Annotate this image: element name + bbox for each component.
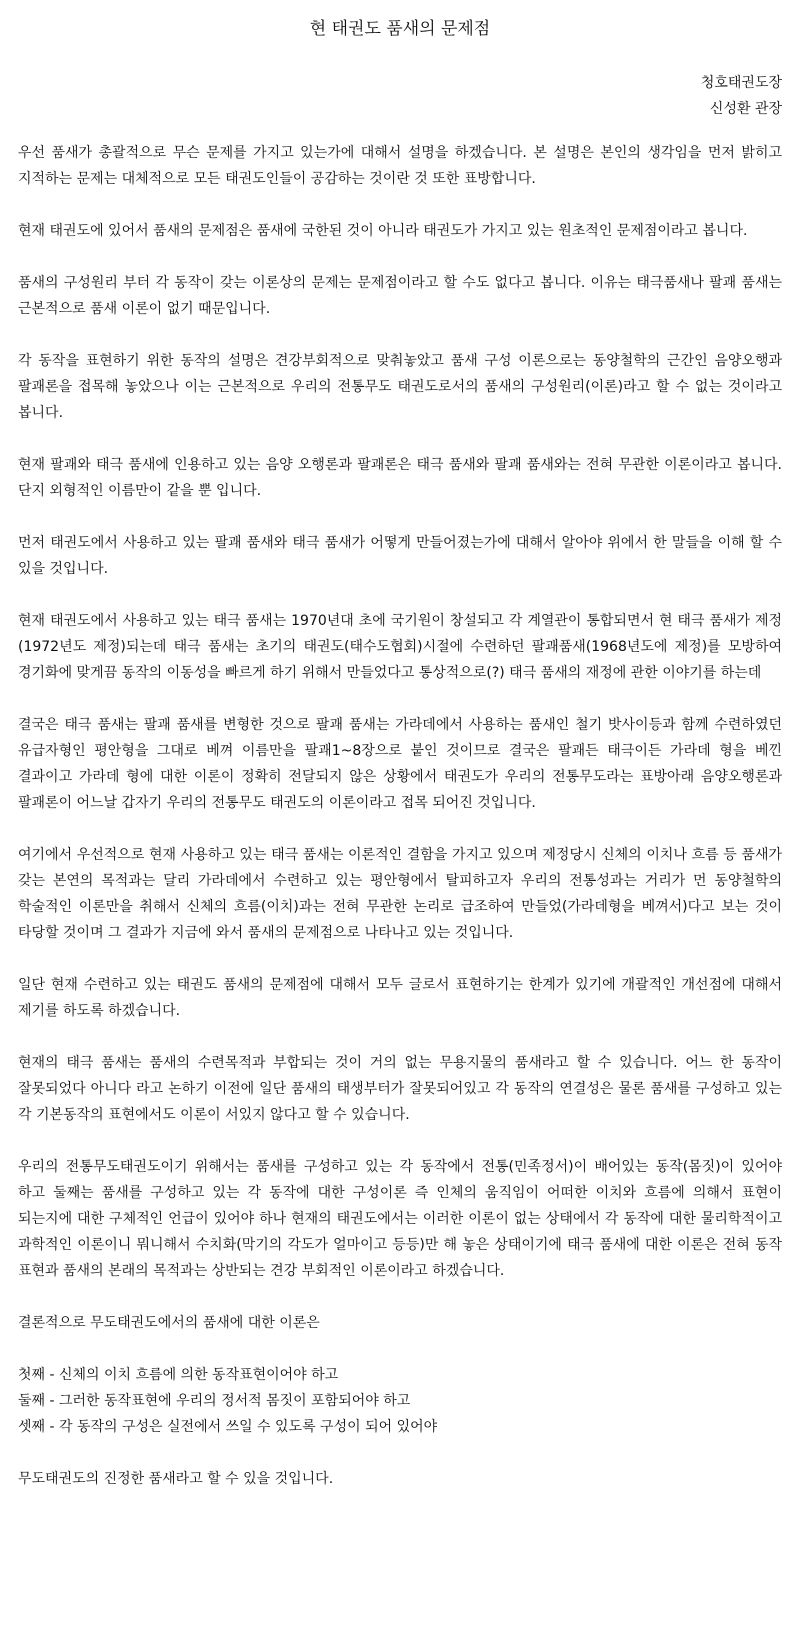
paragraph-1: 우선 품새가 총괄적으로 무슨 문제를 가지고 있는가에 대해서 설명을 하겠습니다. 본 설명은 본인의 생각임을 먼저 밝히고 지적하는 문제는 대체적으로 모든 태권도인들이 공감하는 것이란 것 또한 표방합니다. (18, 145, 782, 187)
paragraph-7: 현재 태권도에서 사용하고 있는 태극 품새는 1970년대 초에 국기원이 창설되고 각 계열관이 통합되면서 현 태극 품새가 제정(1972년도 제정)되는데 태극 품새는 초기의 태권도(태수도협회)시절에 수련하던 팔괘품새(1968년도에 제정)를 모방하여 경기화에 맞게끔 동작의 이동성을 빠르게 하기 위해서 만들었다고 통상적으로(?) 태극 품새의 재정에 관한 이야기를 하는데 (18, 613, 782, 681)
document-title: 현 태권도 품새의 문제점 (309, 19, 491, 39)
paragraph-12: 우리의 전통무도태권도이기 위해서는 품새를 구성하고 있는 각 동작에서 전통(민족정서)이 배어있는 동작(몸짓)이 있어야 하고 둘째는 품새를 구성하고 있는 각 동작에 대한 구성이론 즉 인체의 움직임이 어떠한 이치와 흐름에 의해서 표현이 되는지에 대한 구체적인 언급이 있어야 하나 현재의 태권도에서는 이러한 이론이 없는 상태에서 각 동작에 대한 물리학적이고 과학적인 이론이니 뭐니해서 수치화(막기의 각도가 얼마이고 등등)만 해 놓은 상태이기에 태극 품새에 대한 이론은 전혀 동작 표현과 품새의 본래의 목적과는 상반되는 견강 부회적인 이론이라고 하겠습니다. (18, 1159, 782, 1279)
paragraph-3: 품새의 구성원리 부터 각 동작이 갖는 이론상의 문제는 문제점이라고 할 수도 없다고 봅니다. 이유는 태극품새나 팔괘 품새는 근본적으로 품새 이론이 없기 때문입니다. (18, 275, 782, 317)
closing-paragraph: 무도태권도의 진정한 품새라고 할 수 있을 것입니다. (18, 1471, 334, 1487)
paragraph-6: 먼저 태권도에서 사용하고 있는 팔괘 품새와 태극 품새가 어떻게 만들어졌는가에 대해서 알아야 위에서 한 말들을 이해 할 수 있을 것입니다. (18, 535, 782, 577)
paragraph-11: 현재의 태극 품새는 품새의 수련목적과 부합되는 것이 거의 없는 무용지물의 품새라고 할 수 있습니다. 어느 한 동작이 잘못되었다 아니다 라고 논하기 이전에 일단 품새의 태생부터가 잘못되어있고 각 동작의 연결성은 물론 품새를 구성하고 있는 각 기본동작의 표현에서도 이론이 서있지 않다고 할 수 있습니다. (18, 1055, 782, 1123)
author-organization: 청호태권도장 (700, 75, 782, 91)
author-name: 신성환 관장 (709, 101, 782, 117)
paragraph-4: 각 동작을 표현하기 위한 동작의 설명은 견강부회적으로 맞춰놓았고 품새 구성 이론으로는 동양철학의 근간인 음양오행과 팔괘론을 접목해 놓았으나 이는 근본적으로 우리의 전통무도 태권도로서의 품새의 구성원리(이론)라고 할 수 없는 것이라고 봅니다. (18, 353, 782, 421)
paragraph-8: 결국은 태극 품새는 팔괘 품새를 변형한 것으로 팔괘 품새는 가라데에서 사용하는 품새인 철기 밧사이등과 함께 수련하였던 유급자형인 평안형을 그대로 베껴 이름만을 팔괘1~8장으로 붙인 것이므로 결국은 팔괘든 태극이든 가라데 형을 베낀 결과이고 가라데 형에 대한 이론이 정확히 전달되지 않은 상황에서 태권도가 우리의 전통무도라는 표방아래 음양오행론과 팔괘론이 어느날 갑자기 우리의 전통무도 태권도의 이론이라고 접목 되어진 것입니다. (18, 717, 782, 811)
paragraph-9: 여기에서 우선적으로 현재 사용하고 있는 태극 품새는 이론적인 결함을 가지고 있으며 제정당시 신체의 이치나 흐름 등 품새가 갖는 본연의 목적과는 달리 가라데에서 수련하고 있는 평안형에서 탈피하고자 우리의 전통성과는 거리가 먼 동양철학의 학술적인 이론만을 취해서 신체의 흐름(이치)과는 전혀 무관한 논리로 급조하여 만들었(가라데형을 베껴서)다고 보는 것이 타당할 것이며 그 결과가 지금에 와서 품새의 문제점으로 나타나고 있는 것입니다. (18, 847, 782, 941)
list-item: 첫째 - 신체의 이치 흐름에 의한 동작표현이어야 하고 (18, 1367, 339, 1383)
conclusion-list (18, 1362, 782, 1440)
paragraph-13: 결론적으로 무도태권도에서의 품새에 대한 이론은 (18, 1315, 320, 1331)
author-block (18, 70, 782, 122)
list-item: 둘째 - 그러한 동작표현에 우리의 정서적 몸짓이 포함되어야 하고 (18, 1393, 411, 1409)
paragraph-5: 현재 팔괘와 태극 품새에 인용하고 있는 음양 오행론과 팔괘론은 태극 품새와 팔괘 품새와는 전혀 무관한 이론이라고 봅니다. 단지 외형적인 이름만이 같을 뿐 입니다. (18, 457, 782, 499)
paragraph-2: 현재 태권도에 있어서 품새의 문제점은 품새에 국한된 것이 아니라 태권도가 가지고 있는 원초적인 문제점이라고 봅니다. (18, 223, 748, 239)
list-item: 셋째 - 각 동작의 구성은 실전에서 쓰일 수 있도록 구성이 되어 있어야 (18, 1419, 438, 1435)
paragraph-10: 일단 현재 수련하고 있는 태권도 품새의 문제점에 대해서 모두 글로서 표현하기는 한계가 있기에 개괄적인 개선점에 대해서 제기를 하도록 하겠습니다. (18, 977, 782, 1019)
